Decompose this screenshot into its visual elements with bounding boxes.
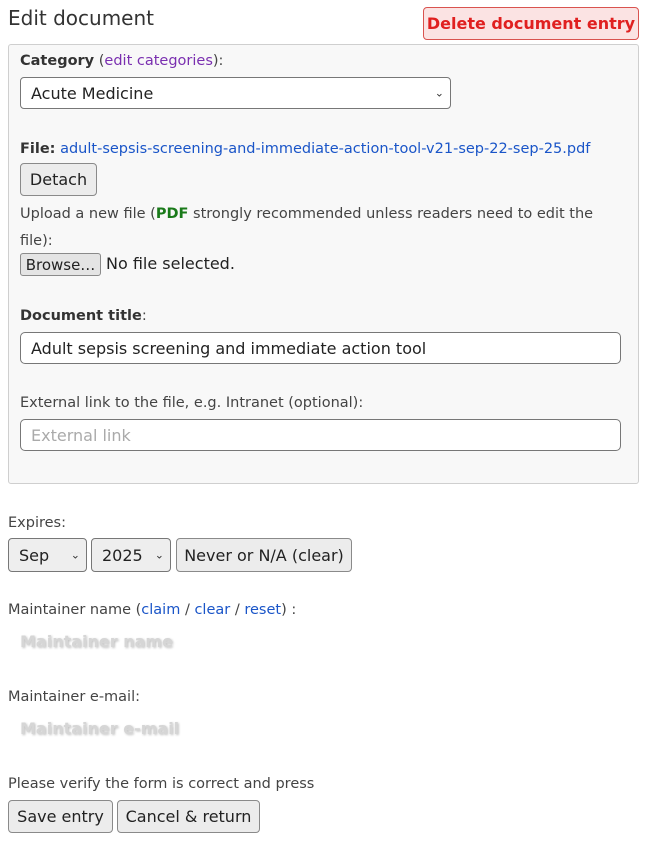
expires-month-select[interactable] (8, 538, 87, 572)
document-title-label-row (20, 308, 147, 324)
never-clear-button[interactable]: Never or N/A (clear) (176, 538, 352, 572)
document-title-label: Document title (20, 308, 142, 324)
separator: / (180, 602, 195, 618)
maintainer-email-input[interactable] (8, 714, 432, 742)
maintainer-name-suffix: ) : (281, 602, 297, 618)
external-link-label: External link to the file, e.g. Intranet (optional): (20, 395, 364, 411)
paren-close: ): (212, 53, 224, 69)
verify-text: Please verify the form is correct and press (8, 776, 315, 792)
file-label: File: (20, 141, 56, 157)
reset-link[interactable]: reset (244, 602, 282, 618)
document-form-panel (8, 44, 639, 484)
document-title-input[interactable] (20, 332, 621, 364)
maintainer-name-input[interactable] (8, 627, 432, 655)
maintainer-name-label: Maintainer name ( (8, 602, 142, 618)
category-label: Category (20, 53, 95, 69)
expires-label: Expires: (8, 515, 66, 531)
maintainer-name-label-row (8, 602, 296, 618)
upload-text-before: Upload a new file ( (20, 206, 156, 222)
separator: / (230, 602, 245, 618)
save-entry-button[interactable]: Save entry (8, 800, 113, 833)
year-value: 2025 (102, 545, 143, 565)
maintainer-email-label: Maintainer e-mail: (8, 689, 141, 705)
clear-link[interactable]: clear (194, 602, 231, 618)
category-label-row (20, 53, 223, 69)
upload-label (20, 201, 620, 255)
page-title: Edit document (8, 6, 154, 30)
paren-open: ( (94, 53, 105, 69)
edit-categories-link[interactable]: edit categories (104, 53, 213, 69)
upload-text-after: strongly recommended unless readers need to edit the file): (20, 206, 594, 249)
chevron-down-icon: ⌄ (70, 548, 80, 562)
expires-year-select[interactable] (91, 538, 171, 572)
month-value: Sep (19, 545, 50, 565)
no-file-status: No file selected. (106, 254, 235, 273)
colon: : (141, 308, 147, 324)
claim-link[interactable]: claim (141, 602, 181, 618)
category-select[interactable] (20, 77, 451, 109)
file-link[interactable]: adult-sepsis-screening-and-immediate-action-tool-v21-sep-22-sep-25.pdf (60, 141, 591, 157)
file-row (20, 141, 590, 157)
category-selected-value: Acute Medicine (31, 83, 154, 103)
external-link-input[interactable] (20, 419, 621, 451)
pdf-label: PDF (155, 206, 189, 222)
chevron-down-icon: ⌄ (434, 86, 444, 100)
cancel-return-button[interactable]: Cancel & return (117, 800, 260, 833)
detach-button[interactable]: Detach (20, 163, 97, 196)
delete-document-button[interactable]: Delete document entry (423, 7, 639, 40)
browse-button[interactable]: Browse… (20, 253, 101, 276)
chevron-down-icon: ⌄ (154, 548, 164, 562)
